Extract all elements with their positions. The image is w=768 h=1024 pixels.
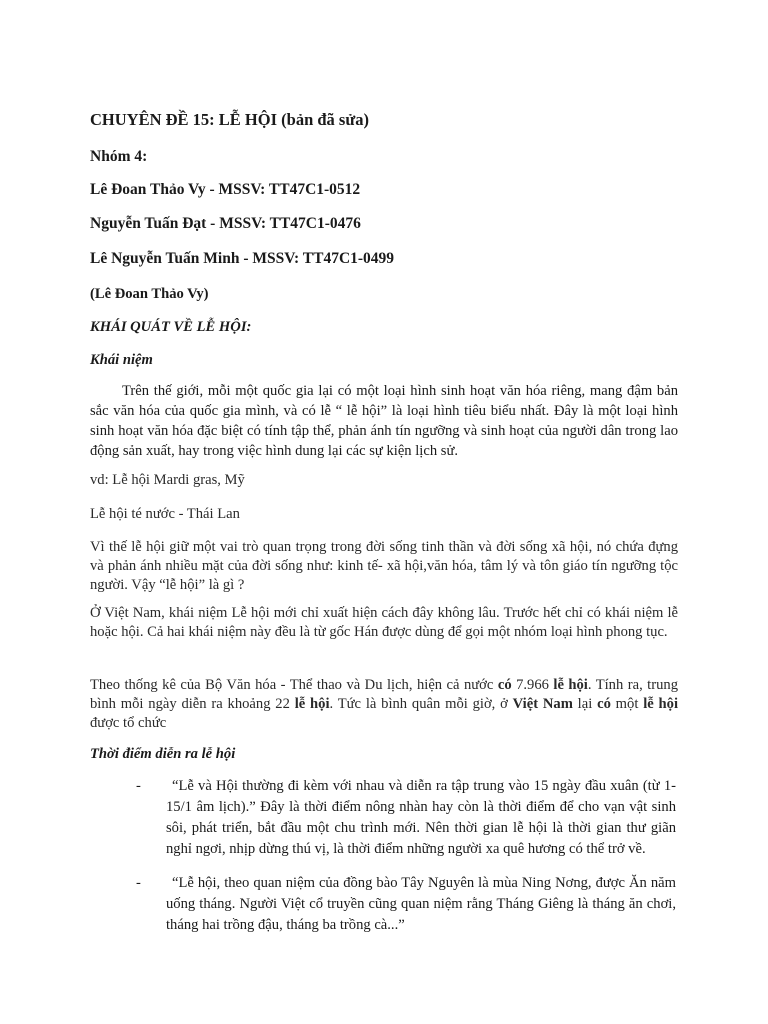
concept-heading: Khái niệm <box>90 352 153 368</box>
author-note: (Lê Đoan Thảo Vy) <box>90 286 209 302</box>
bullet-item <box>136 776 676 860</box>
stats-emphasis: lễ hội <box>643 696 679 712</box>
stats-emphasis: Việt Nam <box>512 696 573 712</box>
bullet-dash: - <box>136 875 141 891</box>
bullet-dash: - <box>136 778 141 794</box>
stats-text: . Tức là bình quân mỗi giờ, ở <box>329 696 513 712</box>
bullet-text: “Lễ và Hội thường đi kèm với nhau và diễn ra tập trung vào 15 ngày đầu xuân (từ 1-15/1 âm lịch).” Đây là thời điểm nông nhàn hay còn là thời điểm để cho vạn vật sinh sôi, phát triển, bắt đầu một chu trình mới. Nên thời gian lễ hội là thời gian thư giãn nghỉ ngơi, nhịp dừng thú vị, là thời điểm những người xa quê hương có thể trở về. <box>166 778 676 857</box>
intro-paragraph-text: Trên thế giới, mỗi một quốc gia lại có một loại hình sinh hoạt văn hóa riêng, mang đậm bản sắc văn hóa của quốc gia mình, và có lễ “ lễ hội” là loại hình tiêu biểu nhất. Đây là một loại hình sinh hoạt văn hóa đặc biệt có tính tập thể, phản ánh tín ngưỡng và sinh hoạt của người dân trong lao động sản xuất, hay trong việc hình dung lại các sự kiện lịch sử. <box>90 383 678 459</box>
role-paragraph <box>90 538 678 595</box>
member-line: Lê Nguyễn Tuấn Minh - MSSV: TT47C1-0499 <box>90 250 395 267</box>
vietnam-paragraph <box>90 604 678 642</box>
document-title: CHUYÊN ĐỀ 15: LỄ HỘI (bản đã sửa) <box>90 110 369 129</box>
member-line: Lê Đoan Thảo Vy - MSSV: TT47C1-0512 <box>90 181 361 198</box>
stats-text: 7.966 <box>511 677 554 693</box>
section-heading: KHÁI QUÁT VỀ LỄ HỘI: <box>90 319 252 335</box>
time-heading: Thời điểm diễn ra lễ hội <box>90 746 236 762</box>
stats-paragraph <box>90 676 678 733</box>
vietnam-paragraph-text: Ở Việt Nam, khái niệm Lễ hội mới chỉ xuất hiện cách đây không lâu. Trước hết chỉ có khái niệm lễ hoặc hội. Cả hai khái niệm này đều là từ gốc Hán được dùng để gọi một nhóm loại hình phong tục. <box>90 605 678 640</box>
stats-emphasis: lễ hội <box>294 696 330 712</box>
stats-emphasis: có <box>497 677 512 693</box>
role-paragraph-text: Vì thế lễ hội giữ một vai trò quan trọng trong đời sống tinh thần và đời sống xã hội, nó chứa đựng và phản ánh nhiều mặt của đời sống như: kinh tế- xã hội,văn hóa, tâm lý và tôn giáo tín ngưỡng tộc người. Vậy “lễ hội” là gì ? <box>90 539 678 593</box>
stats-text: được tổ chức <box>90 715 167 731</box>
example-line: vd: Lễ hội Mardi gras, Mỹ <box>90 472 245 488</box>
stats-emphasis: lễ hội <box>553 677 588 693</box>
member-line: Nguyễn Tuấn Đạt - MSSV: TT47C1-0476 <box>90 215 361 232</box>
bullet-text: “Lễ hội, theo quan niệm của đồng bào Tây Nguyên là mùa Ning Nơng, được Ăn năm uống tháng. Người Việt cổ truyền cũng quan niệm rằng Tháng Giêng là tháng ăn chơi, tháng hai trồng đậu, tháng ba trồng cà...” <box>166 875 676 933</box>
stats-text: . Tính ra, trung bình mỗi ngày diễn ra khoảng 22 <box>90 677 678 712</box>
group-label: Nhóm 4: <box>90 148 148 165</box>
bullet-item <box>136 873 676 936</box>
stats-text: lại <box>572 696 598 712</box>
intro-paragraph <box>90 381 678 461</box>
stats-text: một <box>610 696 644 712</box>
example-line: Lễ hội té nước - Thái Lan <box>90 506 240 522</box>
stats-emphasis: có <box>597 696 611 712</box>
stats-text: Theo thống kê của Bộ Văn hóa - Thể thao và Du lịch, hiện cả nước <box>90 677 498 693</box>
